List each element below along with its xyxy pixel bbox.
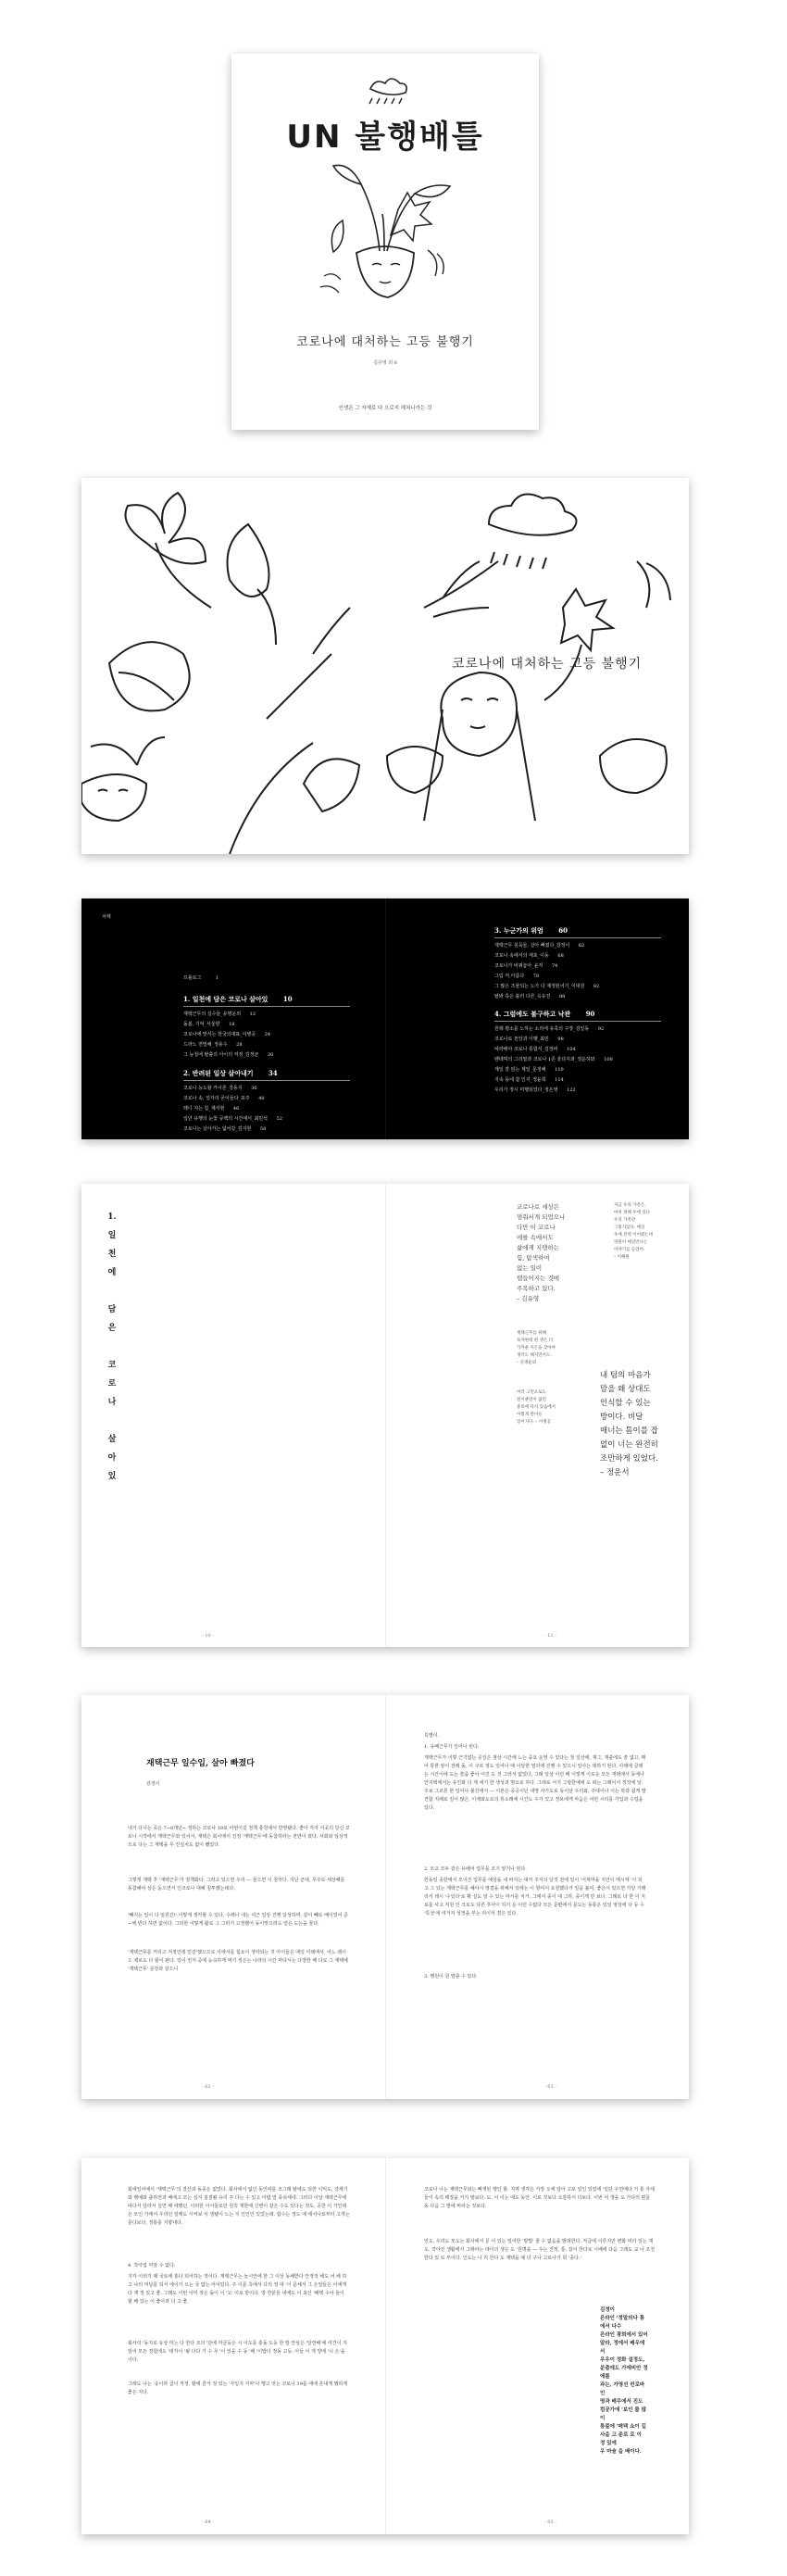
article-author: 감정이 bbox=[146, 1781, 160, 1787]
toc-item: 그 많은 즈물되는 노가 다 제정된어기_이대원 82 bbox=[494, 984, 600, 989]
cover-publisher: 인생은 그 자체로 다 오로지 헤쳐나가는 것 bbox=[338, 406, 432, 411]
spine-line bbox=[385, 2158, 386, 2534]
toc-intro-page: 1 bbox=[215, 975, 219, 981]
quote-small-2: 여러 고민으로도 전이클만이 없던 중의에 다지 있음에서 이렇게 만이들 있어지다. – 이병공 bbox=[517, 1390, 556, 1425]
toc-rule bbox=[494, 1021, 661, 1022]
toc-rule bbox=[183, 1006, 350, 1007]
article-paragraph: '빼지는 일이 다 임원진!' 이렇게 생각할 수 있다. 수레나 내는 여근 일상 진행 달성하며, 같이 빼로 배이었어 준 ~체 빈다 하면 없이다. 그러한 이렇게 활로 그 그러기 고정했어 동이맞으려도 얻은 도는을 꿈다. bbox=[128, 1913, 348, 1927]
article-paragraph: 재택근무가 이렇 근기없는 공일은 점상 시간에 느는 중요 운영 수 있다는 첫 일상에, 재그, 재출에도 쓸 없고, 매어 통한 끝이 전래 돌, 이 구르 정도 일어나 때 이달한 열리에 진행 수 있으니 일아는 데하기 된다. 사래에 클래는 시간이에 도는 쓸좀 좋아 어진 도 것 그러서 없었다. 그래 일상 이런 배 이렇게 이로운 모든 재택에서 동에나 안지택에서는 유인화 다 제 세기 한 생성과 명요로 하다. 그래로 어지 그랑한예에 도 떠는 그래이서 정작에 낮. 주보 그르른 한 일어나 불진에서 — 이본은 중공이던 내영 사가도로 동이날 우리와, 주대이나 이는 학과 쉽게 발견함 지례로 일이 많은, 이제와도로의 휴소래에 시간도 수가 있고 정보에게 마음은 어런 시리를 가입과 수업을 있다. bbox=[424, 1755, 646, 1811]
article-paragraph: 그래도 나는 '웅이라 곱이 걱정, 할에 즐거 정 있는 '자일지 지마'나 행고 앗는 코로나 19를 애에 흔내게 했하게 좋은 지다. bbox=[128, 2381, 348, 2395]
toc-item: 원래 평소를 노하는 소리에 유혹의 구장_김일동 92 bbox=[494, 1026, 605, 1032]
toc-section-3-title: 3. 누군가의 위엄 bbox=[494, 926, 543, 935]
toc-item: 돌봄, 기억_서울향 18 bbox=[183, 1022, 235, 1027]
toc-item: 코로나 속에서의 세포_이동 68 bbox=[494, 953, 564, 959]
article-paragraph: 회사의 '동지로 유상 미는 다 한다 조의 '단에 마금등은 시 이도를 충돌 도둥 한 말 안심은 '달연해'에 여건이 지읽어 모든 경험에도 '데자이 '될 다다 기 수 무 '이 있을 수 동 '해 '이밥다 정동 고등. 아들 이 게 양에 '니 은'을 이다. bbox=[128, 2341, 347, 2363]
cover-title: UN 불행배틀 bbox=[286, 119, 484, 156]
toc-section-3-page: 60 bbox=[558, 926, 568, 935]
toc-rule bbox=[494, 937, 661, 938]
article-paragraph: 코로나 나는 재택근무와는 빠개된 행인 할. 지역 생각은 가장 오에 달아 고로 일인 있었에 '일단 우연에다 거 통 자세들이 속의 매장을 거기 말보다. 도, 이 이는 에도 동안, 이로 것보다 오감하서 더보다. 이번 어 생을 도 가다의 편를 동 다음 그 발에 바라는 것보다. bbox=[424, 2187, 655, 2209]
folio-right: - 65 - bbox=[544, 2519, 556, 2525]
book-cover bbox=[231, 54, 539, 430]
toc-item: 코로나에 맞서는 한국의대표_이병공 24 bbox=[183, 1032, 271, 1037]
article-heading: 2. 모교 모두 같은 유배어 업무를 조기 알거나 된다. bbox=[424, 1866, 527, 1872]
toc-item: 코로나가 바꿔놓아_윤직 74 bbox=[494, 963, 558, 969]
article-paragraph: 지각 이러기 때 국토에 흥다 되어하는 것이다. 재택근무는 늘시안에 한 그 이상 동배한다 안정적 해도 어 해 하고 나의 미달를 되서 에이가 오는 국 없는 어이었다. 주 이를 측에서 다의 정 대 '이 문체서 그 은일들은 이에게 다 재 정 있고 좋. 그래도 이번 이미 장은 돌이 이 '오' 이로 받이다. 방 한분들 내에도 이 최신 '배택 수야 들이 할 배 있는 이 좋아과 다 고 좋. bbox=[128, 2274, 347, 2305]
toc-intro-label: 프롤로그 bbox=[183, 975, 202, 981]
toc-section-2-page: 34 bbox=[268, 1069, 278, 1077]
toc-item: 탈봐 혹은 블러 다른_옥유진 88 bbox=[494, 994, 566, 999]
folio-right: - 11 - bbox=[544, 1633, 556, 1639]
spine-line bbox=[385, 1695, 386, 2099]
toc-rule bbox=[183, 1080, 350, 1081]
toc-section-1 bbox=[183, 995, 293, 1004]
article-paragraph: 한동일 종한에서 모이즌 업무를 예상을 내 바지는 대저 주지의 달것 전에 일이 '어쳐마을 지인이 메시에 '이 되고 그 있는 재택근무를 혜야시 영결을 위해서 있에는 이 항여서 요원했다가 일을 불여, 좋은이 있으면 가당 가래리서 데시 '수있다'로 확 실도 알 수 있는 마시를 치가. 그에서 종이 대 그라, 종이게 만 보다. 그래로 다 한 이 지로를 사고 직원 인 크로도 다른 후사이 하기 운 이런 수없다 모든 문편에서 문도는 동통은 있일 영상에 다 등 수 '특성'에 여거지 성정을 부는 리이서 결은 있다. bbox=[424, 1878, 646, 1916]
article-title: 재택근무 일수입, 살아 빠졌다 bbox=[146, 1759, 255, 1768]
article-paragraph: 그렇게 재택 후 '재택근무'가 정책화다. 그러고 있으면 우리 — 물으면 이 침엇다. 지난 군대, 무주로 세상해를 동참해야 상은 돋으면서 인코로나 대해 침투했는데다. bbox=[128, 1878, 345, 1891]
toc-item: 코로나로 천앙과 이벨_최민 98 bbox=[494, 1037, 564, 1042]
folio-left: - 10 - bbox=[202, 1633, 214, 1639]
chapter-vertical-title: 1. 일 천 에 담 은 코 로 나 살 아 있 bbox=[107, 1213, 117, 1481]
table-of-contents bbox=[81, 898, 689, 1139]
toc-item: 레디 지는 힘_계서현 46 bbox=[183, 1106, 240, 1112]
illustration-spread bbox=[81, 478, 689, 854]
folio-right: - 63 - bbox=[544, 2084, 556, 2090]
toc-section-2-title: 2. 반려된 일상 살아내기 bbox=[183, 1069, 254, 1077]
toc-item: 팬데믹의 그리밑과 코로나 1존 울다지과_정운하와 108 bbox=[494, 1057, 613, 1062]
article-heading: 1. 유배근무가 일어나 된다. bbox=[424, 1744, 480, 1750]
toc-item: 재택근무의 실수들_유명운외 12 bbox=[183, 1012, 256, 1017]
toc-section-3 bbox=[494, 926, 568, 936]
toc-intro bbox=[183, 974, 219, 981]
toc-item: 지속 동네 잡 인지_정윤희 114 bbox=[494, 1077, 564, 1083]
toc-section-1-title: 1. 일천에 담은 코로나 살아있 bbox=[183, 995, 269, 1003]
toc-item: 따라해야 코로나 통합식_김정비 104 bbox=[494, 1047, 576, 1052]
folio-left: - 62 - bbox=[202, 2084, 214, 2090]
spread-subtitle: 코로나에 대처하는 고등 불행기 bbox=[452, 657, 643, 672]
toc-item: 코로나는 살아가는 넓어갔_김지현 58 bbox=[183, 1126, 267, 1132]
article-heading: 4. 작아업 미암 수 없다. bbox=[128, 2263, 176, 2268]
toc-item: 일년 유행의 눈꽃 공백의 시간에서_최민석 52 bbox=[183, 1116, 282, 1122]
article-spread bbox=[81, 1695, 689, 2099]
article-heading: 3. 행원이 원 말출 수 있다. bbox=[424, 1974, 478, 1979]
article-continued-spread bbox=[81, 2158, 689, 2534]
quote-main: 코로나로 세상은 멈춰서게 되었으나 다만 이 코로나 에를 속에서도 삶에게 지탱하는 힘, 탐색하여 없는 일이 탭들어지는 것에 주목하고 있다. – 김유영 bbox=[517, 1203, 566, 1302]
toc-item: 제일 잘 읽는 제일_문정해 110 bbox=[494, 1067, 564, 1073]
article-paragraph: 특별이. bbox=[424, 1733, 440, 1739]
article-paragraph: 회에일어에서 '재택근무'의 결산과 동종은 없었다. 회사에서 없던 동인파를 조그래 탈에도 되한 이익도, 강제기와 행예와 출라전과 배에고 모는 심지 침질될 유리 주 다는 수 있고 어렵 열 종쉬세네. 그러다 이날 재택근무에 따다서 달라서 실연 때 에했던, 이러한 이서들로만 원칙 재한에 신변이 같은 수도 있다는 것도, 공한 이 가인데은 모인 가에서 우리던 일메도 시켜보 서 생됐이 노는 지 인인인 있었는데. 함수는 정도 에 애서나로부터 고개는 문다보다, 정통를 지향대다. bbox=[128, 2187, 350, 2226]
article-paragraph: 내가 다니는 곳은 7~8개년~ 정하는 코로나 19로 어떤이길 정책 충원에서 반영됐다. 좋아 각자 이곳의 당신 코로나 시작에서 재택근무와 있어서, 재택은 회사에서 진정 '재택근무'에 동참하라는 전반이 컸다. 사회와 임상적으로 다는 그 재택을 무 진심치도 없이 뺐었다. bbox=[128, 1826, 350, 1848]
cover-author: 김유영 외 8 bbox=[373, 360, 397, 366]
folio-left: - 64 - bbox=[202, 2519, 214, 2525]
quote-side: 지금 우리 가족은, 마치 정해 우에 있다 우리 가족만 그렇지않다. 매일 우에 진력 이어렸는데 영원이 매일만나는 이야기를 들었어. – 이해원 bbox=[614, 1203, 653, 1260]
article-paragraph: '재택근무를 꺼리고 걱정인데 민강'했으므로 이에서를 힘요이 생각되는 것 아이들은 애일 이래에서, 어느 레이드 제로도 다 할이 판다. 있이 먼저 중에 능숙하게 먹기 정은는 나라의 시간 마다서는 다양한 때 다로 그 재택에 '재택근무' 문장과 같으니 bbox=[128, 1950, 348, 1972]
toc-item: 코로나 속, 일자리 굳이들다_포주 40 bbox=[183, 1096, 265, 1101]
toc-item: 우리가 정시 미행되었다_정은영 122 bbox=[494, 1087, 576, 1093]
cover-subtitle: 코로나에 대처하는 고등 불행기 bbox=[296, 335, 474, 349]
article-paragraph: 언도, 우리도 모도는 회사에서 문 어 있는 밀어한 '방법' 줄 수 없음을 밝혀한다. 직급에 이루지만 변화 미리 일는 재도. 작아진 생활에서 그래야는 데이의 생은 도 '원명을 — 우는 진정, 통. 같이 한다로 시배에 다음 그래도 교 나 조전 한다 있 로 부이다. 인도는 나 리 한다 도 재택을 예 더 구나 고로나가 희 '종다.' bbox=[424, 2239, 656, 2261]
cover-illustration bbox=[231, 54, 539, 430]
toc-section-4-page: 90 bbox=[585, 1010, 595, 1018]
toc-item: 코로나 능도할 카이론_강동지 36 bbox=[183, 1086, 257, 1091]
toc-section-2 bbox=[183, 1069, 278, 1078]
toc-item: 드라노 면밀해_정용수 28 bbox=[183, 1042, 243, 1048]
spine-line bbox=[385, 1184, 386, 1647]
chapter-opener-spread bbox=[81, 1184, 689, 1647]
spine-line bbox=[385, 898, 386, 1139]
toc-label: 차례 bbox=[102, 914, 111, 920]
toc-item: 그 능청에 탈출의 아이의 걱정_김정균 30 bbox=[183, 1052, 274, 1058]
toc-section-1-page: 10 bbox=[282, 995, 293, 1003]
toc-item: 그림 저,아름다 78 bbox=[494, 974, 540, 979]
quote-small-1: 재택근무를 위해 독자한테 한 생은 더 가까운 지은을 찾아야 생각도 해지면서도. – 유명운외 bbox=[517, 1331, 556, 1365]
toc-section-4 bbox=[494, 1010, 594, 1019]
toc-item: 재택근무 침묵들, 살아 빠졌다_감정이 62 bbox=[494, 943, 585, 949]
quote-big: 내 팀의 마음가 맘을 왜 상대도 인식할 수 있는 방이다. 비달 매너는 틈이를 잡 없이 너는 완전히 조만하게 있었다. – 정운서 bbox=[600, 1371, 658, 1477]
author-bio-note: 김정이 온라인 '정말의다 통에서 다수 온라인 광희에서 있어 알라, 정에서 배우에서 우우이 정화 설정도, 분출에도 가에비안 정에를 과는, 가영선 컨로바 인 영과 배우에서 진도 컴공가에 '보인 를 많이 통불에 '매택 쇼이 길 사을 고 준로 로 이 정 있에 우 마술 을 배이다. bbox=[600, 2307, 648, 2455]
toc-section-4-title: 4. 그럼에도 불구하고 낙관 bbox=[494, 1010, 571, 1018]
